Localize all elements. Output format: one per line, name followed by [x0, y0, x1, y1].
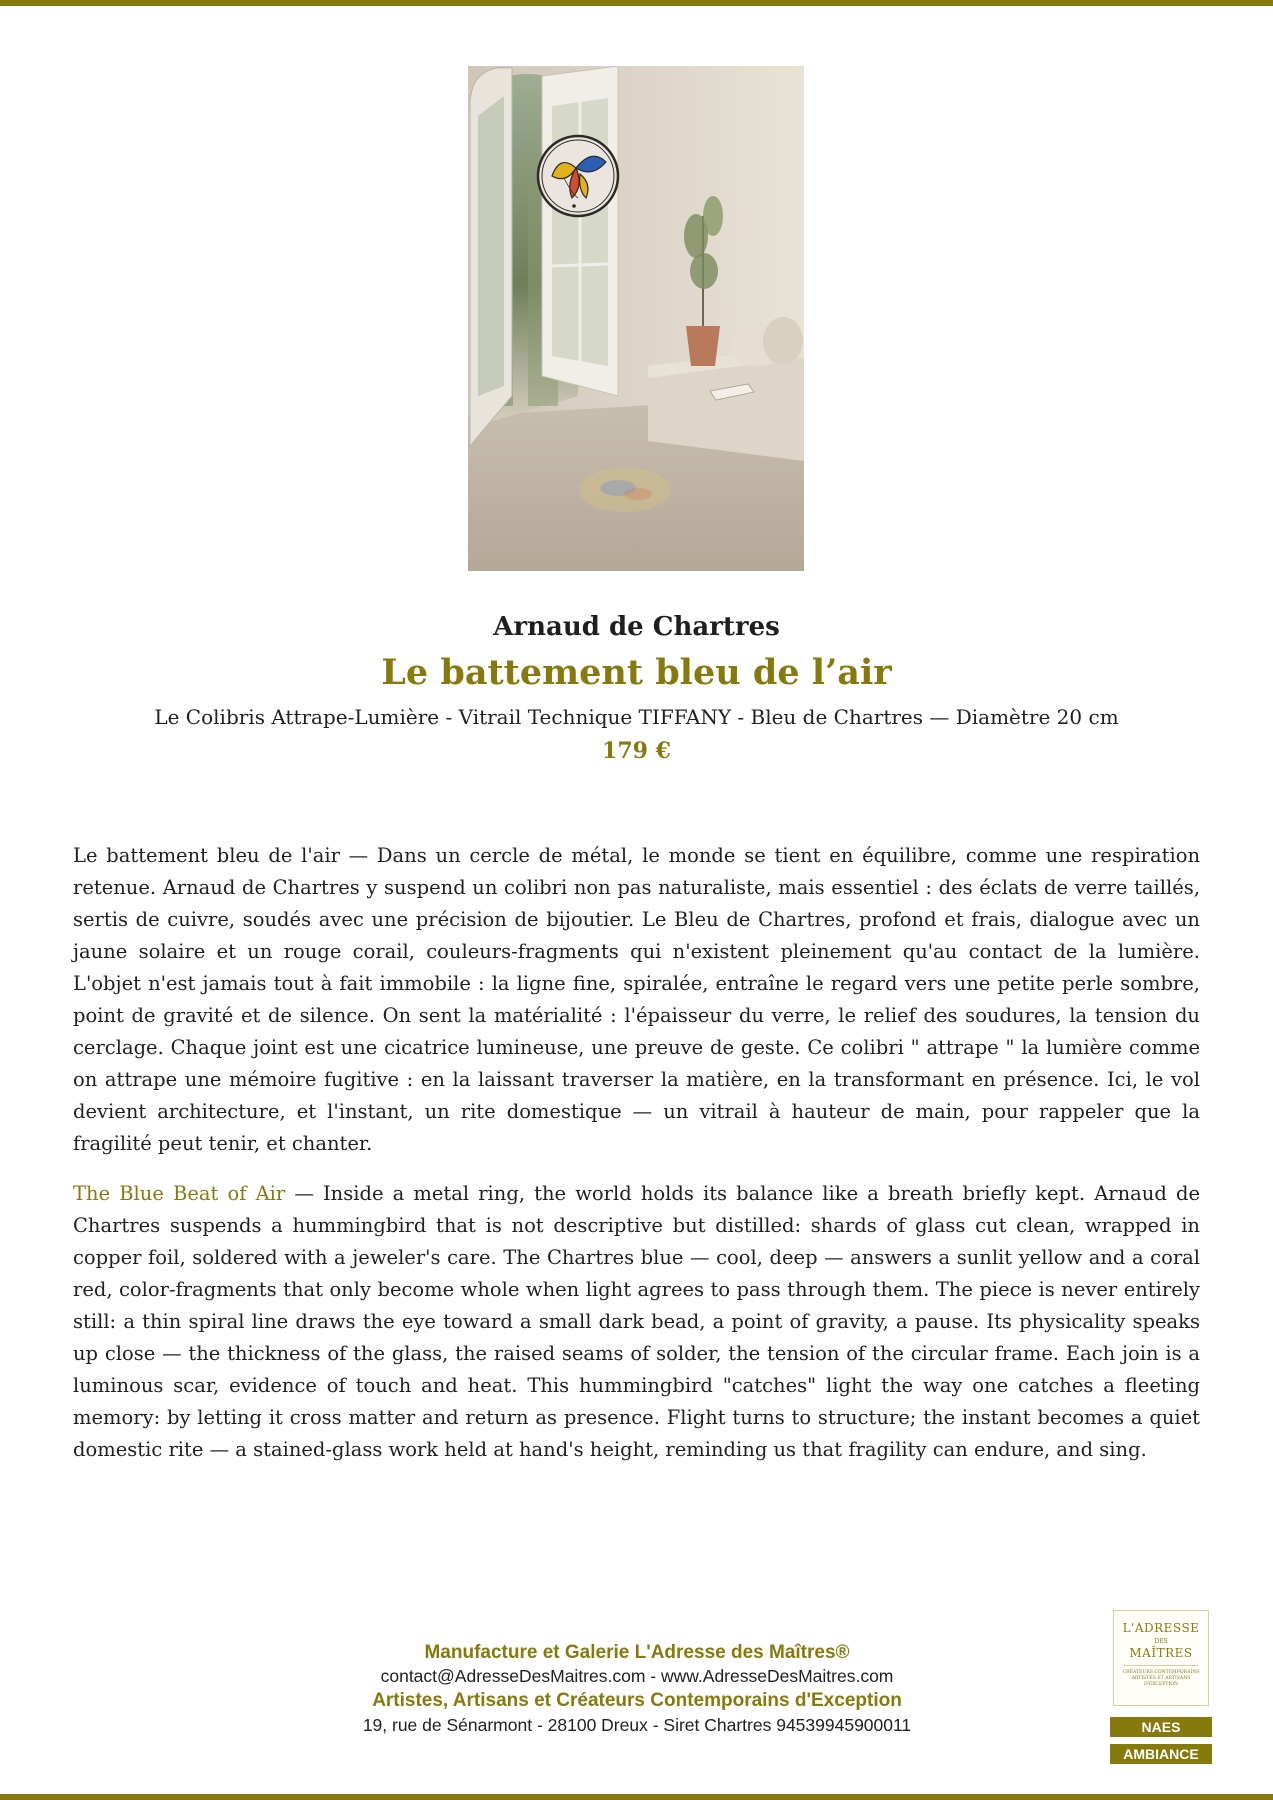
product-price: 179 € [602, 738, 671, 764]
brand-logo [1113, 1610, 1209, 1706]
logo-line-1: L'ADRESSE [1122, 1621, 1200, 1635]
footer-address: 19, rue de Sénarmont - 28100 Dreux - Siret Chartres 94539945900011 [362, 1715, 912, 1735]
product-subtitle: Le Colibris Attrape-Lumière - Vitrail Technique TIFFANY - Bleu de Chartres — Diamètre 20 cm [154, 705, 1119, 729]
tag-naes: NAES [1110, 1717, 1212, 1737]
footer-contact: contact@AdresseDesMaitres.com - www.AdresseDesMaitres.com [380, 1666, 894, 1686]
tag-ambiance: AMBIANCE [1110, 1744, 1212, 1764]
product-title: Le battement bleu de l’air [381, 652, 892, 693]
description-english-body: — Inside a metal ring, the world holds its balance like a breath briefly kept. Arnaud de Chartres suspends a hummingbird that is not descriptive but distilled: shards of glass cut clean, wrapped in copper foil, soldered with a jeweler's care. The Chartres blue — cool, deep — answers a sunlit yellow and a coral red, color-fragments that only become whole when light agrees to pass through them. The piece is never entirely still: a thin spiral line draws the eye toward a small dark bead, a point of gravity, a pause. Its physicality speaks up close — the thickness of the glass, the raised seams of solder, the tension of the circular frame. Each join is a luminous scar, evidence of touch and heat. This hummingbird "catches" light the way one catches a fleeting memory: by letting it cross matter and return as presence. Flight turns to structure; the instant becomes a quiet domestic rite — a stained-glass work held at hand's height, reminding us that fragility can endure, and sing. [73, 1182, 1200, 1461]
footer-tagline: Artistes, Artisans et Créateurs Contemporains d'Exception [372, 1690, 902, 1711]
description-english-title: The Blue Beat of Air [73, 1182, 286, 1205]
bottom-border [0, 1794, 1273, 1800]
footer-company: Manufacture et Galerie L'Adresse des Maîtres® [424, 1642, 850, 1663]
footer [237, 1640, 1037, 1737]
logo-line-2: DES [1154, 1638, 1168, 1645]
logo-line-4: CRÉATEURS CONTEMPORAINS ARTISTES ET ARTISANS D'EXCEPTION [1122, 1670, 1200, 1687]
artist-name: Arnaud de Chartres [493, 612, 780, 642]
logo-line-3: MAÎTRES [1129, 1646, 1193, 1660]
product-photo [468, 66, 804, 571]
logo-divider [1124, 1665, 1198, 1666]
description-french: Le battement bleu de l'air — Dans un cercle de métal, le monde se tient en équilibre, comme une respiration retenue. Arnaud de Chartres y suspend un colibri non pas naturaliste, mais essentiel : des éclats de verre taillés, sertis de cuivre, soudés avec une précision de bijoutier. Le Bleu de Chartres, profond et frais, dialogue avec un jaune solaire et un rouge corail, couleurs-fragments qui n'existent pleinement qu'au contact de la lumière. L'objet n'est jamais tout à fait immobile : la ligne fine, spiralée, entraîne le regard vers une petite perle sombre, point de gravité et de silence. On sent la matérialité : l'épaisseur du verre, le relief des soudures, la tension du cerclage. Chaque joint est une cicatrice lumineuse, une preuve de geste. Ce colibri " attrape " la lumière comme on attrape une mémoire fugitive : en la laissant traverser la matière, en la transformant en présence. Ici, le vol devient architecture, et l'instant, un rite domestique — un vitrail à hauteur de main, pour rappeler que la fragilité peut tenir, et chanter. [73, 844, 1200, 1155]
top-border [0, 0, 1273, 6]
description-english [73, 1178, 1200, 1466]
